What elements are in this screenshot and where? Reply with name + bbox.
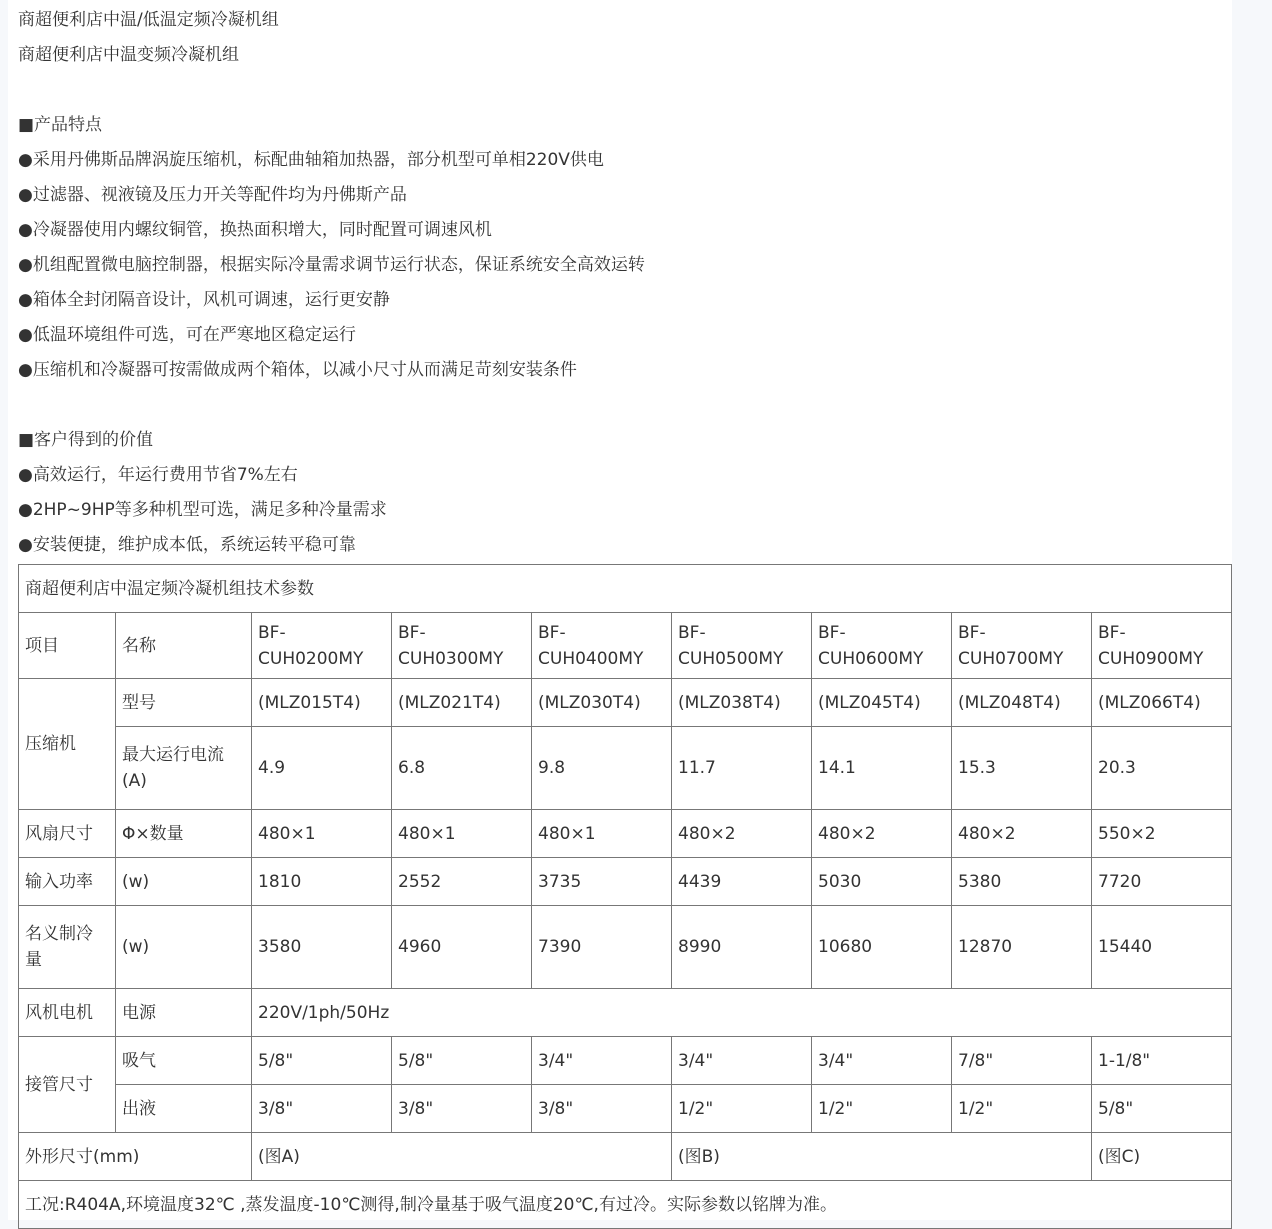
feature-item: ●压缩机和冷凝器可按需做成两个箱体，以减小尺寸从而满足苛刻安装条件 <box>18 360 577 380</box>
table-row <box>19 679 1232 727</box>
table-row <box>19 1037 1232 1085</box>
table-cell: 4960 <box>392 906 532 989</box>
table-cell: 3/8" <box>532 1085 672 1133</box>
table-cell: 1-1/8" <box>1092 1037 1232 1085</box>
table-cell: 480×2 <box>952 810 1092 858</box>
row-group-label: 外形尺寸(mm) <box>19 1133 252 1181</box>
row-label: 最大运行电流(A) <box>116 727 252 810</box>
table-row <box>19 906 1232 989</box>
table-cell: 550×2 <box>1092 810 1232 858</box>
table-cell: 5/8" <box>252 1037 392 1085</box>
table-cell: 20.3 <box>1092 727 1232 810</box>
row-group-label: 接管尺寸 <box>19 1037 116 1133</box>
table-cell: (MLZ066T4) <box>1092 679 1232 727</box>
row-group-label: 名义制冷量 <box>19 906 116 989</box>
table-cell: 4439 <box>672 858 812 906</box>
row-label: 吸气 <box>116 1037 252 1085</box>
table-cell: 3/8" <box>252 1085 392 1133</box>
table-cell: 3735 <box>532 858 672 906</box>
model-name: BF-CUH0400MY <box>532 613 672 679</box>
table-cell: 3/4" <box>672 1037 812 1085</box>
table-cell: 480×2 <box>672 810 812 858</box>
table-cell: (MLZ048T4) <box>952 679 1092 727</box>
table-cell: 15440 <box>1092 906 1232 989</box>
table-cell: (MLZ038T4) <box>672 679 812 727</box>
product-subtitle: 商超便利店中温变频冷凝机组 <box>18 45 239 65</box>
table-row <box>19 1133 1232 1181</box>
table-cell: 12870 <box>952 906 1092 989</box>
table-cell: (MLZ021T4) <box>392 679 532 727</box>
table-cell: 11.7 <box>672 727 812 810</box>
table-cell: 5/8" <box>392 1037 532 1085</box>
table-cell: (MLZ030T4) <box>532 679 672 727</box>
table-title: 商超便利店中温定频冷凝机组技术参数 <box>19 565 1232 613</box>
product-description <box>18 3 1218 563</box>
model-name: BF-CUH0900MY <box>1092 613 1232 679</box>
row-label: 出液 <box>116 1085 252 1133</box>
row-label: 电源 <box>116 989 252 1037</box>
table-cell: 1810 <box>252 858 392 906</box>
model-name: BF-CUH0300MY <box>392 613 532 679</box>
row-group-label: 风扇尺寸 <box>19 810 116 858</box>
table-cell: 3/4" <box>532 1037 672 1085</box>
model-name: BF-CUH0600MY <box>812 613 952 679</box>
feature-item: ●冷凝器使用内螺纹铜管，换热面积增大，同时配置可调速风机 <box>18 220 492 240</box>
table-cell: 480×2 <box>812 810 952 858</box>
value-item: ●高效运行，年运行费用节省7%左右 <box>18 465 298 485</box>
row-label: 型号 <box>116 679 252 727</box>
table-row <box>19 989 1232 1037</box>
feature-item: ●采用丹佛斯品牌涡旋压缩机，标配曲轴箱加热器，部分机型可单相220V供电 <box>18 150 604 170</box>
model-name: BF-CUH0700MY <box>952 613 1092 679</box>
feature-item: ●低温环境组件可选，可在严寒地区稳定运行 <box>18 325 356 345</box>
table-cell: 4.9 <box>252 727 392 810</box>
header-item: 项目 <box>19 613 116 679</box>
features-heading: ■产品特点 <box>18 115 103 135</box>
model-name: BF-CUH0500MY <box>672 613 812 679</box>
table-cell: 7390 <box>532 906 672 989</box>
table-row <box>19 810 1232 858</box>
product-title: 商超便利店中温/低温定频冷凝机组 <box>18 10 279 30</box>
table-note-row <box>19 1181 1232 1229</box>
table-cell: (图A) <box>252 1133 672 1181</box>
table-cell: 10680 <box>812 906 952 989</box>
table-cell: (MLZ015T4) <box>252 679 392 727</box>
table-cell: 1/2" <box>672 1085 812 1133</box>
table-cell: (图B) <box>672 1133 1092 1181</box>
table-row <box>19 858 1232 906</box>
spacer <box>18 388 1218 423</box>
table-cell: 480×1 <box>252 810 392 858</box>
table-cell: 3580 <box>252 906 392 989</box>
table-cell: 9.8 <box>532 727 672 810</box>
feature-item: ●箱体全封闭隔音设计，风机可调速，运行更安静 <box>18 290 390 310</box>
row-group-label: 压缩机 <box>19 679 116 810</box>
table-cell: 1/2" <box>952 1085 1092 1133</box>
table-cell: 480×1 <box>532 810 672 858</box>
table-row <box>19 727 1232 810</box>
feature-item: ●过滤器、视液镜及压力开关等配件均为丹佛斯产品 <box>18 185 407 205</box>
value-item: ●安装便捷，维护成本低，系统运转平稳可靠 <box>18 535 356 555</box>
row-group-label: 输入功率 <box>19 858 116 906</box>
table-cell: 15.3 <box>952 727 1092 810</box>
table-cell: 14.1 <box>812 727 952 810</box>
table-cell: 3/8" <box>392 1085 532 1133</box>
spacer <box>18 73 1218 108</box>
table-cell: 7/8" <box>952 1037 1092 1085</box>
row-group-label: 风机电机 <box>19 989 116 1037</box>
article-page <box>8 0 1232 1220</box>
table-cell: 7720 <box>1092 858 1232 906</box>
table-note: 工况:R404A,环境温度32℃ ,蒸发温度-10℃测得,制冷量基于吸气温度20℃,有过冷。实际参数以铭牌为准。 <box>19 1181 1232 1229</box>
header-name: 名称 <box>116 613 252 679</box>
table-cell: 3/4" <box>812 1037 952 1085</box>
table-row <box>19 1085 1232 1133</box>
table-cell: 480×1 <box>392 810 532 858</box>
model-name: BF-CUH0200MY <box>252 613 392 679</box>
table-cell: (图C) <box>1092 1133 1232 1181</box>
value-item: ●2HP~9HP等多种机型可选，满足多种冷量需求 <box>18 500 387 520</box>
table-cell: 2552 <box>392 858 532 906</box>
table-header-row <box>19 613 1232 679</box>
row-label: (w) <box>116 906 252 989</box>
table-cell: 1/2" <box>812 1085 952 1133</box>
feature-item: ●机组配置微电脑控制器，根据实际冷量需求调节运行状态，保证系统安全高效运转 <box>18 255 645 275</box>
spec-table <box>18 564 1232 1229</box>
table-cell: 5030 <box>812 858 952 906</box>
table-cell: 5/8" <box>1092 1085 1232 1133</box>
table-cell: (MLZ045T4) <box>812 679 952 727</box>
table-cell: 8990 <box>672 906 812 989</box>
value-heading: ■客户得到的价值 <box>18 430 154 450</box>
table-cell: 5380 <box>952 858 1092 906</box>
table-cell: 220V/1ph/50Hz <box>252 989 1232 1037</box>
row-label: (w) <box>116 858 252 906</box>
row-label: Φ×数量 <box>116 810 252 858</box>
table-cell: 6.8 <box>392 727 532 810</box>
